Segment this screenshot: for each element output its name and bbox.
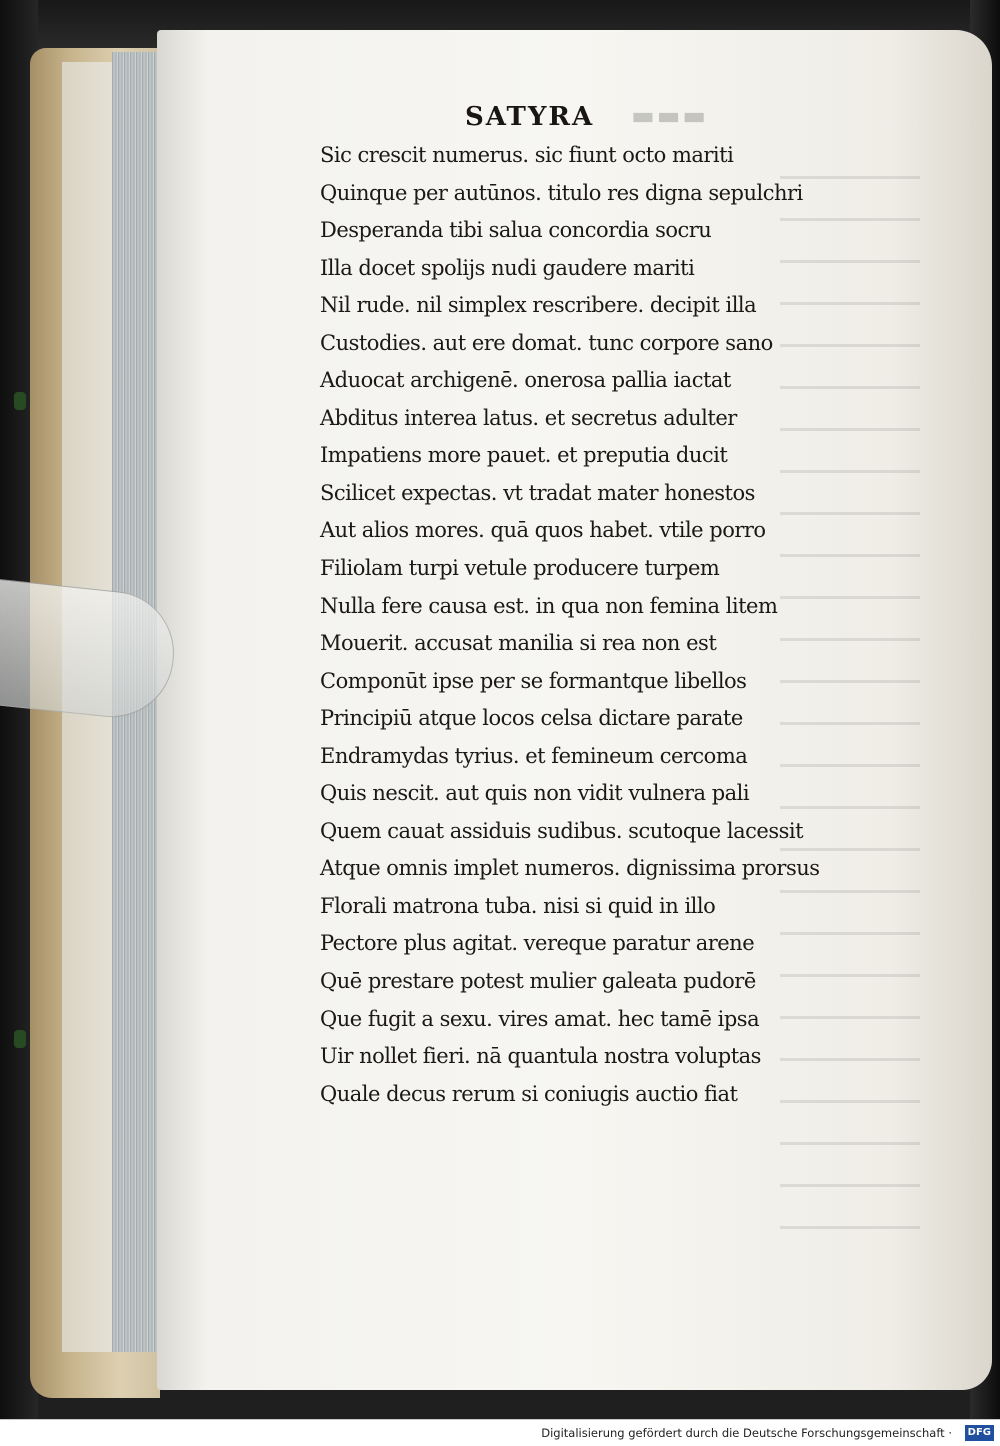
verse-line: Quis nescit. aut quis non vidit vulnera pali bbox=[320, 781, 750, 806]
verse-line: Endramydas tyrius. et femineum cercoma bbox=[320, 743, 748, 768]
verse-line: Que fugit a sexu. vires amat. hec tamē ipsa bbox=[320, 1006, 760, 1031]
verse-line: Uir nollet fieri. nā quantula nostra voluptas bbox=[320, 1044, 761, 1069]
verse-line: Abditus interea latus. et secretus adulter bbox=[320, 405, 737, 430]
verse-line: Florali matrona tuba. nisi si quid in illo bbox=[320, 893, 716, 918]
verse-line: Custodies. aut ere domat. tunc corpore sano bbox=[320, 330, 773, 355]
running-heading: SATYRA bbox=[465, 102, 595, 132]
clasp-lower bbox=[14, 1030, 26, 1048]
verse-line: Aduocat archigenē. onerosa pallia iactat bbox=[320, 368, 731, 393]
verse-line: Atque omnis implet numeros. dignissima prorsus bbox=[320, 856, 820, 881]
verse-line: Componūt ipse per se formantque libellos bbox=[320, 668, 747, 693]
clasp-upper bbox=[14, 392, 26, 410]
verse-line: Quē prestare potest mulier galeata pudorē bbox=[320, 969, 756, 994]
verse-line: Quem cauat assiduis sudibus. scutoque lacessit bbox=[320, 818, 804, 843]
footer-bar bbox=[0, 1419, 1000, 1446]
verse-line: Nil rude. nil simplex rescribere. decipit illa bbox=[320, 293, 757, 318]
verse-line: Quale decus rerum si coniugis auctio fiat bbox=[320, 1081, 738, 1106]
verse-line: Principiū atque locos celsa dictare parate bbox=[320, 706, 743, 731]
verse-line: Mouerit. accusat manilia si rea non est bbox=[320, 631, 717, 656]
verse-line: Pectore plus agitat. vereque paratur arene bbox=[320, 931, 755, 956]
verse-line: Scilicet expectas. vt tradat mater honestos bbox=[320, 480, 755, 505]
verse-line: Desperanda tibi salua concordia socru bbox=[320, 218, 712, 243]
verse-list bbox=[320, 137, 820, 1113]
verse-line: Filiolam turpi vetule producere turpem bbox=[320, 556, 720, 581]
verse-line: Sic crescit numerus. sic fiunt octo mariti bbox=[320, 143, 734, 167]
verse-line: Impatiens more pauet. et preputia ducit bbox=[320, 443, 728, 468]
verse-line: Aut alios mores. quā quos habet. vtile porro bbox=[320, 518, 766, 543]
funding-credit: Digitalisierung gefördert durch die Deutsche Forschungsgemeinschaft · bbox=[541, 1426, 952, 1440]
verse-line: Nulla fere causa est. in qua non femina litem bbox=[320, 593, 778, 618]
verse-line: Quinque per autūnos. titulo res digna sepulchri bbox=[320, 180, 803, 205]
verse-line: Illa docet spolijs nudi gaudere mariti bbox=[320, 255, 695, 280]
dfg-logo: DFG bbox=[965, 1425, 994, 1441]
bleed-through-heading: ▬▬▬ bbox=[631, 101, 708, 130]
